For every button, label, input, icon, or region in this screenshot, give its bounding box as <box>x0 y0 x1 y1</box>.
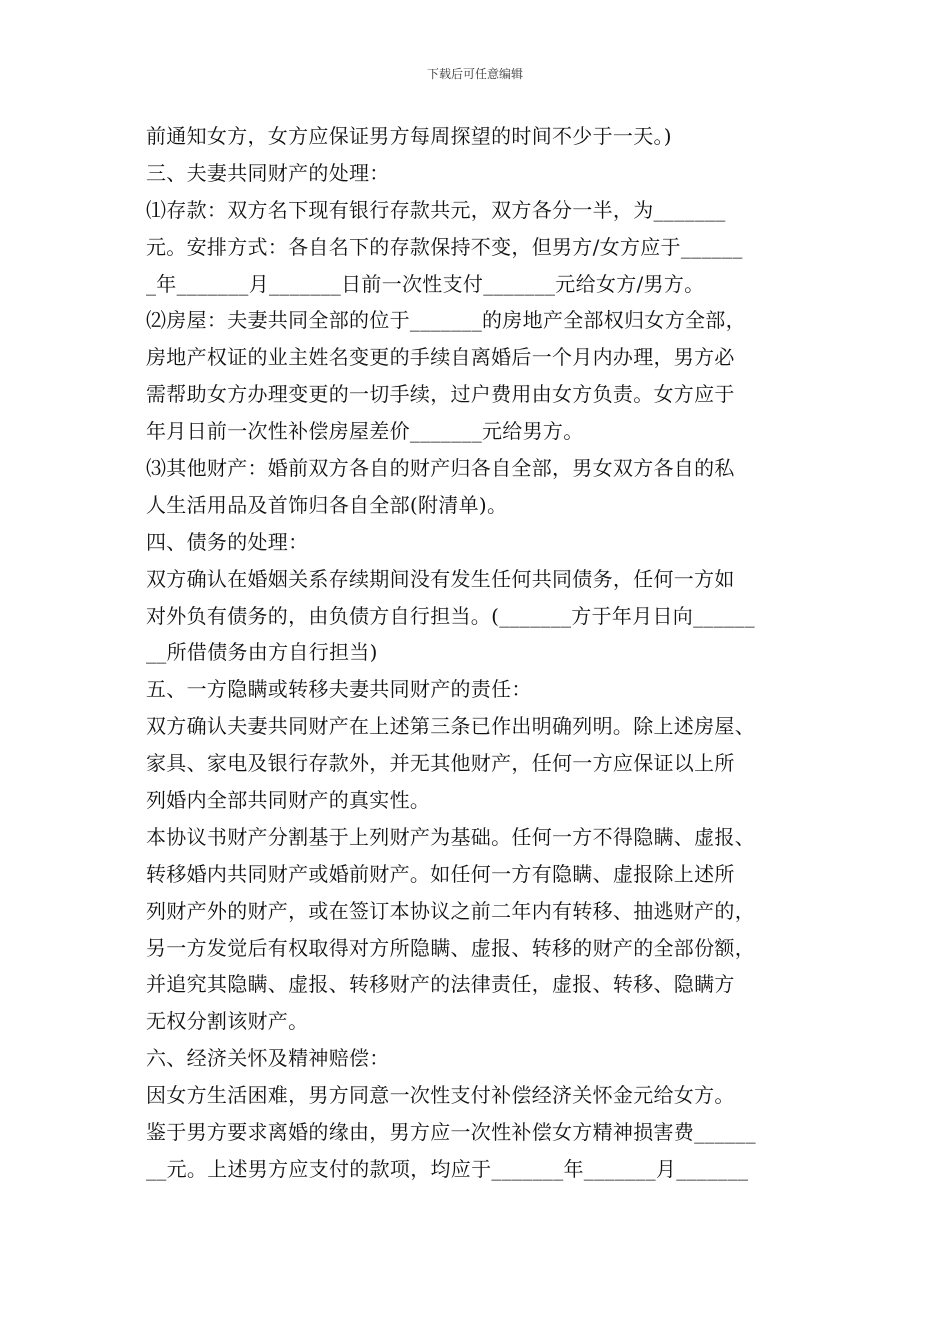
text-line: 对外负有债务的，由负债方自行担当。(_______方于年月日向______ <box>146 603 755 628</box>
text-line: __元。上述男方应支付的款项，均应于_______年_______月_______ <box>146 1156 749 1181</box>
section-heading: 四、债务的处理： <box>146 529 309 554</box>
text-line: _年_______月_______日前一次性支付_______元给女方/男方。 <box>146 271 705 296</box>
document-body <box>146 118 818 1188</box>
text-line: 家具、家电及银行存款外，并无其他财产，任何一方应保证以上所 <box>146 751 735 776</box>
text-line: ⑵房屋：夫妻共同全部的位于_______的房地产全部权归女方全部， <box>146 308 746 333</box>
text-line: 双方确认夫妻共同财产在上述第三条已作出明确列明。除上述房屋、 <box>146 714 755 739</box>
text-line: 鉴于男方要求离婚的缘由，男方应一次性补偿女方精神损害费______ <box>146 1120 756 1145</box>
text-line: 另一方发觉后有权取得对方所隐瞒、虚报、转移的财产的全部份额， <box>146 935 755 960</box>
text-line: 需帮助女方办理变更的一切手续，过户费用由女方负责。女方应于 <box>146 382 735 407</box>
text-line: 列财产外的财产，或在签订本协议之前二年内有转移、抽逃财产的， <box>146 898 755 923</box>
section-heading: 五、一方隐瞒或转移夫妻共同财产的责任： <box>146 677 532 702</box>
text-line: 本协议书财产分割基于上列财产为基础。任何一方不得隐瞒、虚报、 <box>146 824 755 849</box>
section-heading: 六、经济关怀及精神赔偿： <box>146 1046 390 1071</box>
text-line: 无权分割该财产。 <box>146 1009 309 1034</box>
text-line: 年月日前一次性补偿房屋差价_______元给男方。 <box>146 419 584 444</box>
text-line: 列婚内全部共同财产的真实性。 <box>146 788 431 813</box>
text-line: 房地产权证的业主姓名变更的手续自离婚后一个月内办理，男方必 <box>146 345 735 370</box>
text-line: 前通知女方，女方应保证男方每周探望的时间不少于一天。) <box>146 124 672 148</box>
text-line: 元。安排方式：各自名下的存款保持不变，但男方/女方应于______ <box>146 234 743 259</box>
text-line: ⑴存款：双方名下现有银行存款共元，双方各分一半，为_______ <box>146 197 726 222</box>
text-line: 转移婚内共同财产或婚前财产。如任何一方有隐瞒、虚报除上述所 <box>146 861 735 886</box>
text-line: 因女方生活困难，男方同意一次性支付补偿经济关怀金元给女方。 <box>146 1083 735 1108</box>
page-header: 下载后可任意编辑 <box>426 67 523 81</box>
section-heading: 三、夫妻共同财产的处理： <box>146 160 390 185</box>
text-line: 人生活用品及首饰归各自全部(附清单)。 <box>146 492 508 517</box>
text-line: ⑶其他财产：婚前双方各自的财产归各自全部，男女双方各自的私 <box>146 456 735 481</box>
text-line: 并追究其隐瞒、虚报、转移财产的法律责任，虚报、转移、隐瞒方 <box>146 972 735 997</box>
text-line: __所借债务由方自行担当) <box>146 640 378 665</box>
text-line: 双方确认在婚姻关系存续期间没有发生任何共同债务，任何一方如 <box>146 566 735 591</box>
